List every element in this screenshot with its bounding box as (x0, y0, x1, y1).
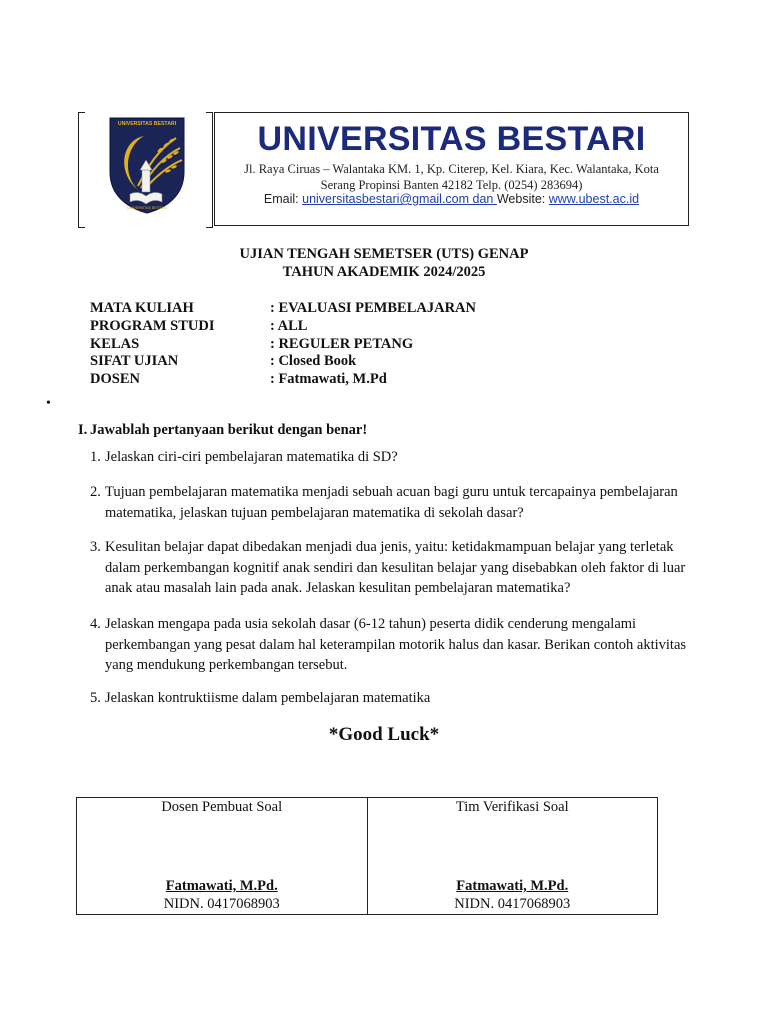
info-label: DOSEN (90, 371, 140, 388)
question-text: Jelaskan kontruktiisme dalam pembelajaran matematika (105, 690, 431, 706)
section-number: I. (78, 422, 88, 438)
question-text: Jelaskan ciri-ciri pembelajaran matematika di SD? (105, 449, 398, 465)
svg-text:UNIVERSITAS BESTARI: UNIVERSITAS BESTARI (127, 206, 167, 210)
info-label: PROGRAM STUDI (90, 317, 215, 334)
info-value: : Closed Book (270, 353, 357, 370)
address (224, 162, 679, 193)
closing-text: *Good Luck* (328, 724, 440, 745)
question-number: 1. (90, 449, 101, 465)
question-item (90, 688, 690, 709)
signature-table (76, 797, 658, 915)
info-value: : Fatmawati, M.Pd (270, 371, 387, 388)
info-value: : EVALUASI PEMBELAJARAN (270, 300, 476, 316)
logo-frame-left (78, 112, 85, 228)
question-item (90, 447, 690, 468)
question-number: 3. (90, 539, 101, 555)
exam-info-table (90, 300, 476, 389)
question-number: 4. (90, 616, 101, 632)
info-row (90, 353, 476, 371)
info-label: KELAS (90, 335, 140, 352)
email-link[interactable]: universitasbestari@gmail.com (302, 192, 470, 206)
question-item (90, 537, 690, 599)
info-label: MATA KULIAH (90, 300, 194, 316)
address-line-2: Serang Propinsi Banten 42182 Telp. (0254) 283694) (320, 177, 583, 192)
email-label: Email: (263, 192, 303, 206)
signature-heading: Tim Verifikasi Soal (455, 799, 569, 815)
university-logo (108, 116, 186, 214)
signature-cell (367, 798, 658, 914)
info-row (90, 371, 476, 389)
signature-nidn: NIDN. 0417068903 (163, 896, 280, 912)
info-value: : ALL (270, 317, 308, 334)
info-value: : REGULER PETANG (270, 335, 414, 352)
exam-title-line-2: TAHUN AKADEMIK 2024/2025 (282, 264, 486, 280)
website-link[interactable]: www.ubest.ac.id (548, 192, 640, 206)
svg-text:UNIVERSITAS BESTARI: UNIVERSITAS BESTARI (117, 121, 177, 127)
info-row (90, 318, 476, 336)
website-label: Website: (496, 192, 549, 206)
question-number: 5. (90, 690, 101, 706)
signature-nidn: NIDN. 0417068903 (454, 896, 571, 912)
logo-frame-right (206, 112, 213, 228)
university-name: UNIVERSITAS BESTARI (257, 120, 646, 158)
question-text: Kesulitan belajar dapat dibedakan menjadi dua jenis, yaitu: ketidakmampuan belajar yang terletak dalam perkembangan kognitif anak sendiri dan kesulitan belajar yang disebabkan oleh faktor di luar anak atau masalah lain pada anak. Jelaskan kesulitan pembelajaran matematika? (105, 539, 686, 596)
address-line-1: Jl. Raya Ciruas – Walantaka KM. 1, Kp. Citerep, Kel. Kiara, Kec. Walantaka, Kota (244, 162, 659, 176)
connector-text[interactable]: dan (469, 192, 497, 206)
info-row (90, 300, 476, 318)
question-text: Jelaskan mengapa pada usia sekolah dasar (6-12 tahun) peserta didik cenderung mengalami perkembangan yang pesat dalam hal keterampilan motorik halus dan kasar. Berikan contoh aktivitas yang mendukung perkembangan tersebut. (105, 616, 687, 673)
info-row (90, 336, 476, 354)
signature-cell (77, 798, 367, 914)
section-instruction: Jawablah pertanyaan berikut dengan benar! (90, 422, 368, 438)
question-item (90, 614, 690, 676)
section-heading (78, 422, 367, 439)
question-text: Tujuan pembelajaran matematika menjadi sebuah acuan bagi guru untuk tercapainya pembelajaran matematika, jelaskan tujuan pembelajaran matematika di sekolah dasar? (105, 484, 678, 521)
contact-line (214, 192, 689, 206)
question-item (90, 482, 690, 523)
info-label: SIFAT UJIAN (90, 353, 179, 370)
shield-logo-icon (108, 116, 186, 214)
signature-name: Fatmawati, M.Pd. (456, 878, 569, 894)
signature-heading: Dosen Pembuat Soal (161, 799, 283, 815)
exam-title-line-1: UJIAN TENGAH SEMETSER (UTS) GENAP (239, 246, 529, 262)
bullet-mark: • (46, 396, 51, 411)
signature-name: Fatmawati, M.Pd. (165, 878, 278, 894)
question-number: 2. (90, 484, 101, 500)
